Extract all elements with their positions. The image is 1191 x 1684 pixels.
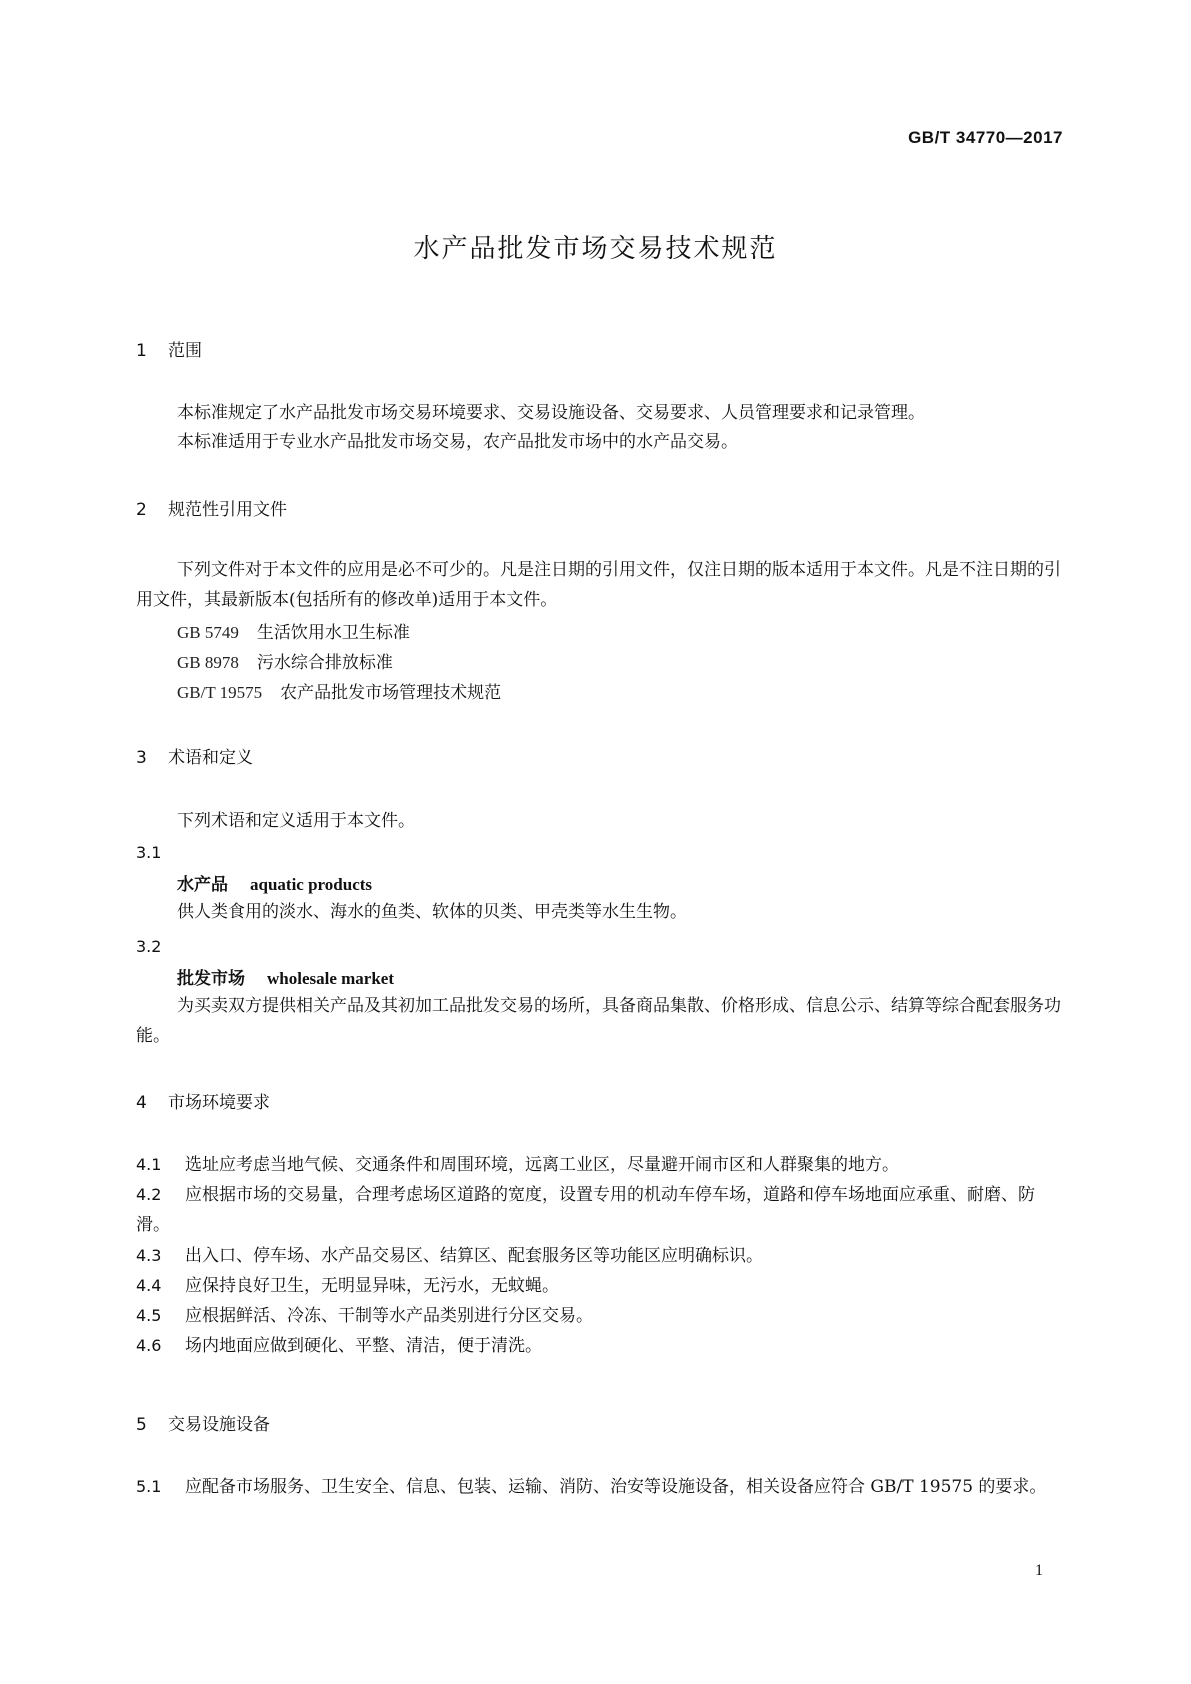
section-5-heading: [136, 1410, 270, 1435]
normative-reference: [177, 678, 501, 708]
clause: [136, 1150, 899, 1180]
section-title: 交易设施设备: [168, 1415, 270, 1435]
clause-text: 选址应考虑当地气候、交通条件和周围环境，远离工业区，尽量避开闹市区和人群聚集的地方。: [185, 1155, 899, 1175]
term-definition: 供人类食用的淡水、海水的鱼类、软体的贝类、甲壳类等水生生物。: [177, 902, 687, 922]
clause-number: 5.1: [136, 1477, 162, 1496]
section-1-heading: [136, 336, 202, 361]
paragraph: 本标准规定了水产品批发市场交易环境要求、交易设施设备、交易要求、人员管理要求和记录管理。: [177, 403, 925, 423]
normative-reference: [177, 618, 410, 648]
clause-text: 应根据市场的交易量，合理考虑场区道路的宽度，设置专用的机动车停车场，道路和停车场地面应承重、耐磨、防滑。: [136, 1185, 1035, 1235]
reference-code: GB 5749: [177, 623, 239, 642]
clause-text: 场内地面应做到硬化、平整、清洁，便于清洗。: [185, 1336, 542, 1356]
document-title: 水产品批发市场交易技术规范: [413, 234, 778, 264]
clause-text: 应配备市场服务、卫生安全、信息、包装、运输、消防、治安等设施设备，相关设备应符合 GB/T 19575 的要求。: [185, 1477, 1047, 1497]
reference-code: GB 8978: [177, 653, 239, 672]
clause-number: 4.5: [136, 1306, 162, 1325]
term-definition: 为买卖双方提供相关产品及其初加工品批发交易的场所，具备商品集散、价格形成、信息公示、结算等综合配套服务功能。: [136, 996, 1061, 1046]
section-number: 1: [136, 341, 147, 361]
paragraph: 下列文件对于本文件的应用是必不可少的。凡是注日期的引用文件，仅注日期的版本适用于本文件。凡是不注日期的引用文件，其最新版本(包括所有的修改单)适用于本文件。: [136, 560, 1061, 610]
reference-code: GB/T 19575: [177, 683, 263, 702]
clause: [136, 1180, 1066, 1240]
term-heading: [177, 964, 394, 989]
paragraph: 下列术语和定义适用于本文件。: [177, 811, 415, 831]
normative-reference: [177, 648, 393, 678]
reference-title: 生活饮用水卫生标准: [256, 623, 410, 643]
clause-number: 4.6: [136, 1336, 162, 1355]
term-chinese: 批发市场: [177, 969, 245, 989]
term-english: aquatic products: [250, 875, 373, 894]
clause: [136, 1331, 542, 1361]
clause-number: 4.3: [136, 1246, 162, 1265]
term-english: wholesale market: [267, 969, 395, 988]
standard-number: GB/T 34770—2017: [908, 128, 1063, 147]
section-title: 术语和定义: [168, 748, 253, 768]
section-number: 3: [136, 748, 147, 768]
clause-number: 4.4: [136, 1276, 162, 1295]
section-title: 范围: [168, 341, 202, 361]
clause-number: 4.1: [136, 1155, 162, 1174]
section-number: 2: [136, 500, 147, 520]
clause: [136, 1301, 593, 1331]
term-number: 3.1: [136, 843, 162, 862]
paragraph: 本标准适用于专业水产品批发市场交易，农产品批发市场中的水产品交易。: [177, 432, 738, 452]
section-4-heading: [136, 1088, 270, 1113]
clause-text: 应保持良好卫生，无明显异味，无污水，无蚊蝇。: [185, 1276, 559, 1296]
clause: [136, 1472, 1066, 1502]
section-number: 5: [136, 1415, 147, 1435]
clause: [136, 1271, 559, 1301]
section-3-heading: [136, 743, 253, 768]
term-chinese: 水产品: [177, 875, 228, 895]
page-number: 1: [1035, 1562, 1043, 1579]
section-number: 4: [136, 1093, 147, 1113]
clause-text: 出入口、停车场、水产品交易区、结算区、配套服务区等功能区应明确标识。: [185, 1246, 763, 1266]
clause-text: 应根据鲜活、冷冻、干制等水产品类别进行分区交易。: [185, 1306, 593, 1326]
clause-number: 4.2: [136, 1185, 162, 1204]
section-title: 市场环境要求: [168, 1093, 270, 1113]
section-2-heading: [136, 495, 287, 520]
reference-title: 农产品批发市场管理技术规范: [280, 683, 502, 703]
reference-title: 污水综合排放标准: [256, 653, 393, 673]
section-title: 规范性引用文件: [168, 500, 287, 520]
clause: [136, 1241, 763, 1271]
term-number: 3.2: [136, 937, 162, 956]
term-heading: [177, 870, 372, 895]
